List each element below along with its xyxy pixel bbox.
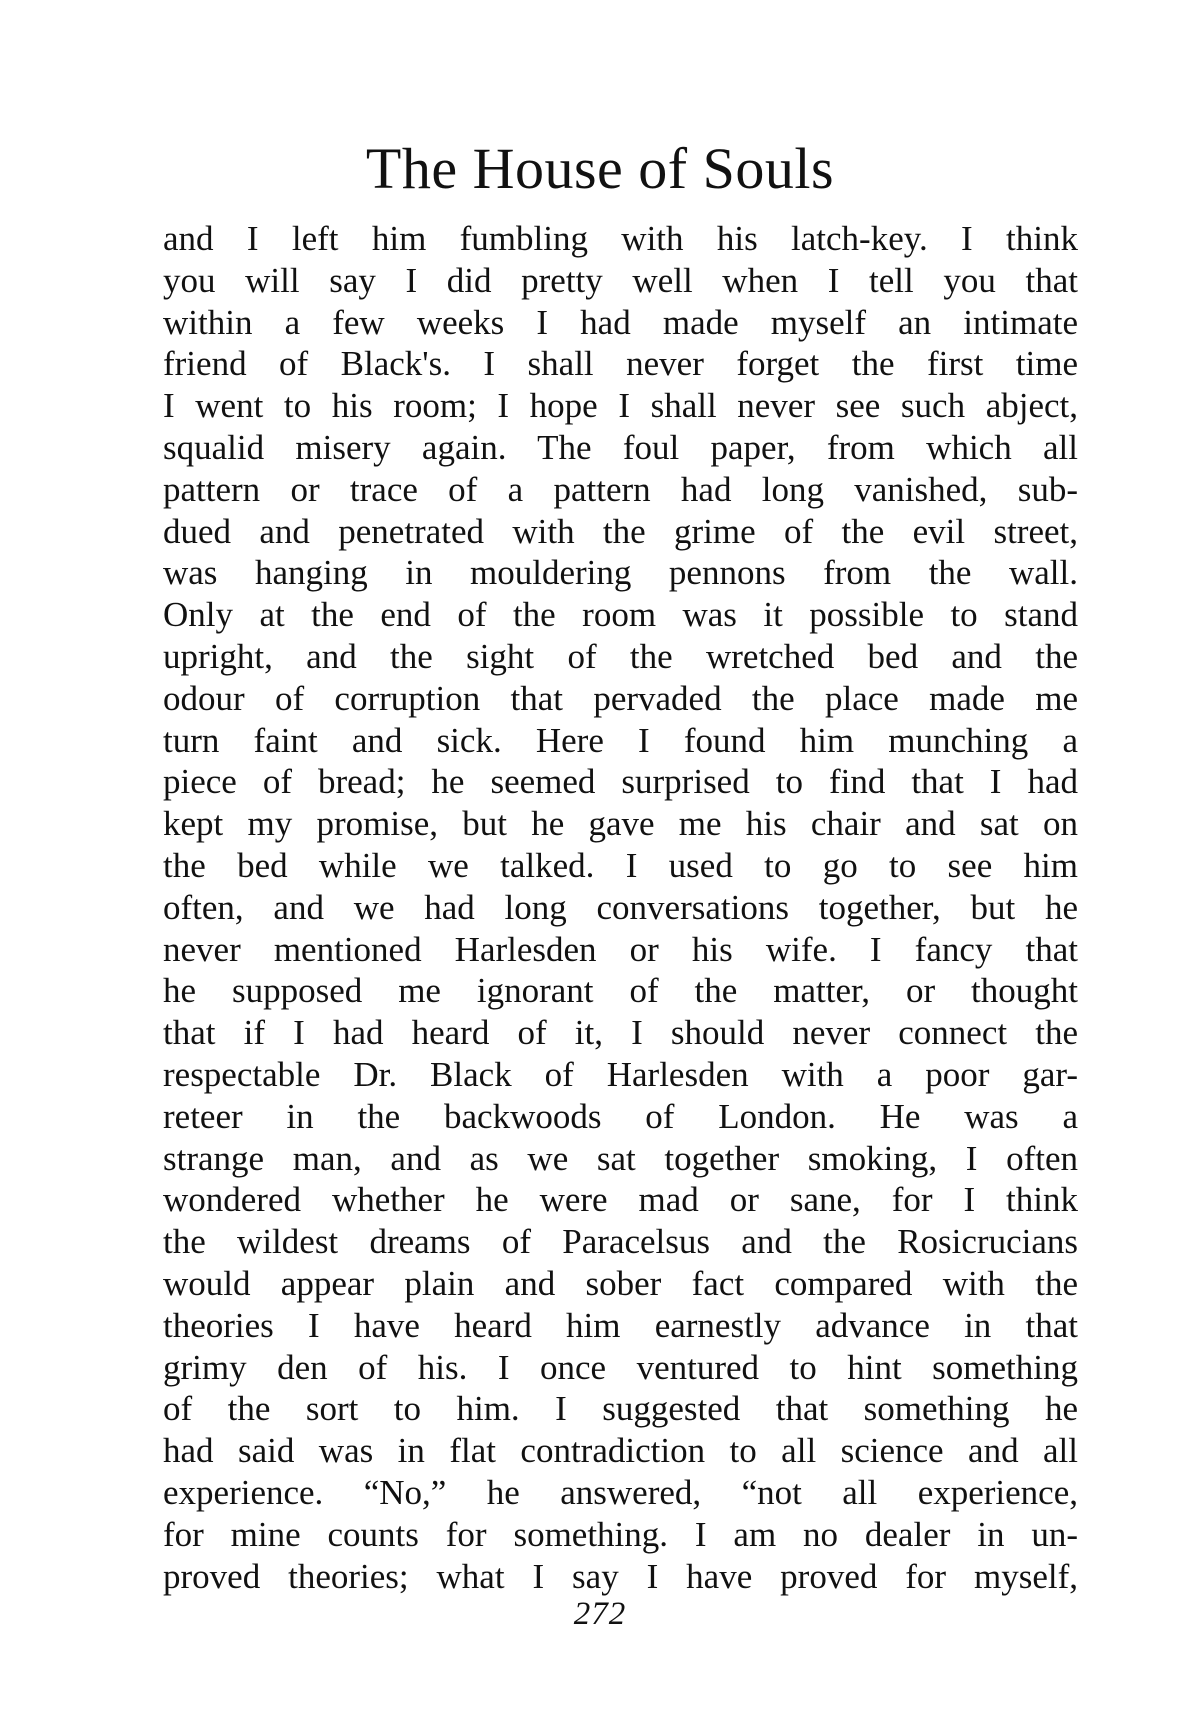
text-line: odour of corruption that pervaded the place made me (163, 678, 1078, 718)
text-line: the bed while we talked. I used to go to see him (163, 845, 1078, 885)
text-line: dued and penetrated with the grime of the evil street, (163, 511, 1078, 551)
text-line: I went to his room; I hope I shall never see such abject, (163, 386, 1078, 426)
text-line: of the sort to him. I suggested that something he (163, 1389, 1078, 1429)
text-line: respectable Dr. Black of Harlesden with a poor gar- (163, 1054, 1078, 1094)
text-line: within a few weeks I had made myself an intimate (163, 302, 1078, 342)
text-line: kept my promise, but he gave me his chair and sat on (163, 804, 1078, 844)
text-line: piece of bread; he seemed surprised to find that I had (163, 762, 1078, 802)
text-line: for mine counts for something. I am no dealer in un- (163, 1514, 1078, 1554)
text-line: never mentioned Harlesden or his wife. I fancy that (163, 929, 1078, 969)
running-head: The House of Souls (365, 136, 835, 201)
text-line: the wildest dreams of Paracelsus and the Rosicrucians (163, 1222, 1078, 1262)
page-number: 272 (573, 1596, 627, 1632)
text-line: wondered whether he were mad or sane, for I think (163, 1180, 1078, 1220)
text-line: Only at the end of the room was it possible to stand (163, 595, 1078, 635)
text-line: strange man, and as we sat together smoking, I often (163, 1138, 1078, 1178)
text-line: theories I have heard him earnestly advance in that (163, 1305, 1078, 1345)
text-line: upright, and the sight of the wretched bed and the (163, 636, 1078, 676)
text-line: you will say I did pretty well when I tell you that (163, 260, 1078, 300)
text-line: had said was in flat contradiction to all science and all (163, 1431, 1078, 1471)
text-line: would appear plain and sober fact compared with the (163, 1263, 1078, 1303)
text-line: was hanging in mouldering pennons from the wall. (163, 553, 1078, 593)
text-line: experience. “No,” he answered, “not all experience, (163, 1472, 1078, 1512)
text-line: often, and we had long conversations together, but he (163, 887, 1078, 927)
text-line: proved theories; what I say I have proved for myself, (163, 1556, 1078, 1596)
text-line: turn faint and sick. Here I found him munching a (163, 720, 1078, 760)
text-line: and I left him fumbling with his latch-key. I think (163, 219, 1078, 258)
text-line: he supposed me ignorant of the matter, or thought (163, 971, 1078, 1011)
body-text (163, 218, 1078, 1597)
text-line: grimy den of his. I once ventured to hint something (163, 1347, 1078, 1387)
text-line: reteer in the backwoods of London. He was a (163, 1096, 1078, 1136)
text-line: squalid misery again. The foul paper, from which all (163, 427, 1078, 467)
text-line: friend of Black's. I shall never forget the first time (163, 344, 1078, 384)
text-line: pattern or trace of a pattern had long vanished, sub- (163, 469, 1078, 509)
text-line: that if I had heard of it, I should never connect the (163, 1013, 1078, 1053)
